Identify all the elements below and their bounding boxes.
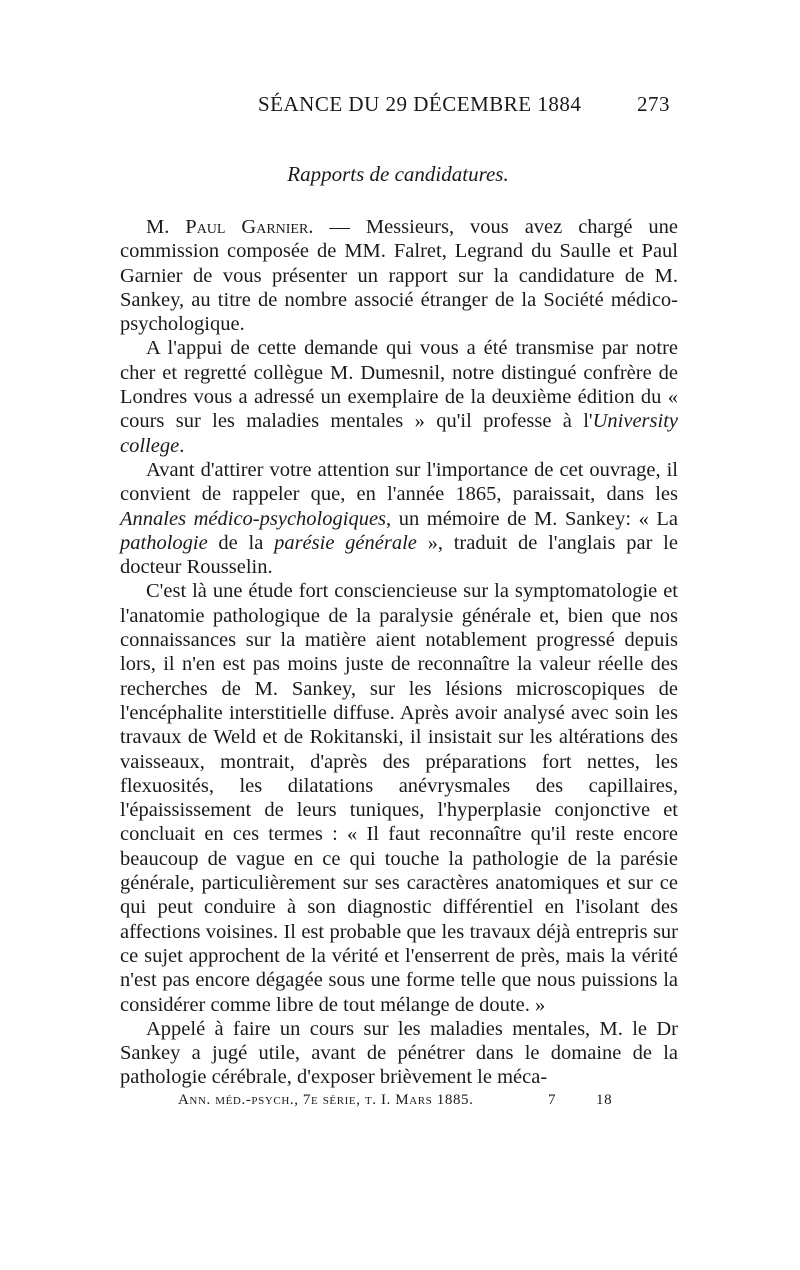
paragraph bbox=[120, 215, 678, 336]
page-number: 273 bbox=[637, 92, 670, 116]
paragraph-text: », traduit de l'anglais par le docteur Rousselin. bbox=[120, 531, 678, 579]
paragraph-text: , un mémoire de M. Sankey: « La bbox=[386, 507, 678, 530]
paragraph bbox=[120, 579, 678, 1016]
paragraph bbox=[120, 458, 678, 579]
paragraph-text: Appelé à faire un cours sur les maladies mentales, M. le Dr Sankey a jugé utile, avant de pénétrer dans le domaine de la pathologie cérébrale, d'exposer brièvement le méca- bbox=[120, 1017, 678, 1089]
italic-text: University college bbox=[120, 410, 678, 457]
sheet-number: 18 bbox=[596, 1091, 613, 1108]
paragraph-text: . bbox=[179, 434, 185, 457]
paragraph-text: Avant d'attirer votre attention sur l'importance de cet ouvrage, il convient de rappeler que, en l'année 1865, paraissait, dans les bbox=[120, 458, 678, 506]
page bbox=[118, 86, 678, 1114]
paragraph-text: A l'appui de cette demande qui vous a été transmise par notre cher et regretté collègue M. Dumesnil, notre distingué confrère de Londres vous a adressé un exemplaire de la deuxième édition du « cours sur les maladies mentales » qu'il professe à l' bbox=[120, 337, 678, 433]
journal-reference: Ann. méd.-psych., 7e série, t. I. Mars 1885. bbox=[178, 1091, 474, 1108]
paragraph-text: de la bbox=[207, 531, 275, 554]
paragraph-text: C'est là une étude fort consciencieuse sur la symptomatologie et l'anatomie pathologique de la paralysie générale et, bien que nos connaissances sur la matière aient notablement progressé depuis lors, il n'en est pas moins juste de reconnaître la valeur réelle des recherches de M. Sankey, sur les lésions microscopiques de l'encéphalite interstitielle diffuse. Après avoir analysé avec soin les travaux de Weld et de Rokitanski, il insistait sur les altérations des vaisseaux, montrait, d'après des préparations fort nettes, les flexuosités, les dilatations anévrysmales des capillaires, l'épaississement de leurs tuniques, l'hyperplasie conjonctive et concluait en ces termes : « Il faut reconnaître qu'il reste encore beaucoup de vague en ce qui touche la pathologie de la parésie générale, particulièrement sur ses caractères anatomiques et sur ce qui peut conduire à son diagnostic différentiel en l'isolant des affections voisines. Il est probable que les travaux déjà entrepris sur ce sujet approchent de la vérité et l'enserrent de près, mais la vérité n'est pas encore dégagée sous une forme telle que nous puissions la considérer comme libre de tout mélange de doute. » bbox=[120, 580, 678, 1016]
italic-text: Annales médico-psychologiques bbox=[120, 507, 387, 530]
italic-text: pathologie bbox=[120, 531, 208, 554]
paragraph bbox=[120, 1017, 678, 1090]
paragraph bbox=[120, 336, 678, 457]
signature-letter: 7 bbox=[548, 1091, 557, 1108]
paragraph-text: — Messieurs, vous avez chargé une commission composée de MM. Falret, Legrand du Saulle et Paul Garnier de vous présenter un rapport sur la candidature de M. Sankey, au titre de nombre associé étranger de la Société médico-psychologique. bbox=[120, 216, 678, 336]
page-footer bbox=[118, 1092, 678, 1114]
italic-text: parésie générale bbox=[274, 531, 417, 554]
section-title: Rapports de candidatures. bbox=[287, 162, 509, 186]
speaker-name: M. Paul Garnier. bbox=[146, 216, 314, 238]
body-text bbox=[120, 215, 678, 1090]
page-header bbox=[118, 86, 678, 126]
running-title: SÉANCE DU 29 DÉCEMBRE 1884 bbox=[258, 92, 582, 116]
